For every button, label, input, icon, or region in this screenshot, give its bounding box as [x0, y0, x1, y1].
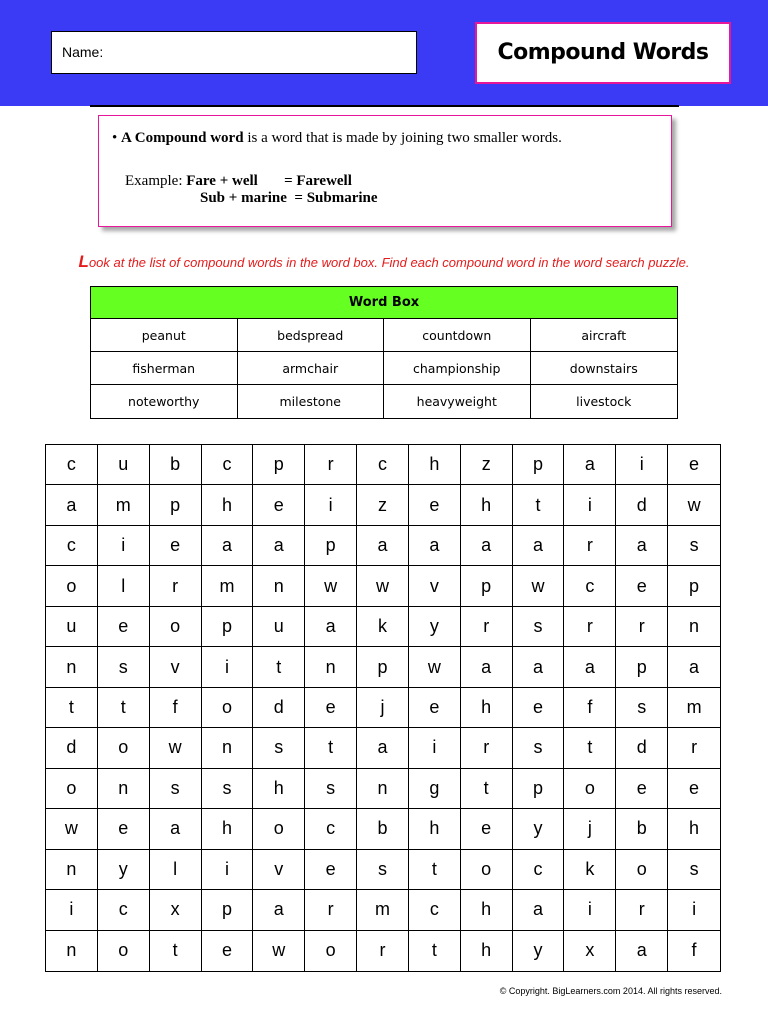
puzzle-cell[interactable]: m [357, 890, 409, 930]
puzzle-cell[interactable]: r [461, 728, 513, 768]
puzzle-cell[interactable]: p [513, 445, 565, 485]
puzzle-cell[interactable]: r [616, 607, 668, 647]
puzzle-cell[interactable]: p [305, 526, 357, 566]
puzzle-cell[interactable]: b [150, 445, 202, 485]
puzzle-cell[interactable]: v [409, 566, 461, 606]
puzzle-cell[interactable]: a [513, 526, 565, 566]
puzzle-cell[interactable]: l [98, 566, 150, 606]
example-2: Sub + marine = Submarine [200, 190, 378, 206]
puzzle-cell[interactable]: h [202, 485, 254, 525]
puzzle-cell[interactable]: a [513, 890, 565, 930]
puzzle-cell[interactable]: h [202, 809, 254, 849]
puzzle-cell[interactable]: c [46, 526, 98, 566]
puzzle-cell[interactable]: s [513, 607, 565, 647]
puzzle-cell[interactable]: h [461, 485, 513, 525]
puzzle-cell[interactable]: t [305, 728, 357, 768]
puzzle-cell[interactable]: p [616, 647, 668, 687]
puzzle-cell[interactable]: t [564, 728, 616, 768]
puzzle-cell[interactable]: h [668, 809, 720, 849]
puzzle-cell[interactable]: s [98, 647, 150, 687]
puzzle-cell[interactable]: i [46, 890, 98, 930]
word-box-item: milestone [238, 385, 385, 418]
puzzle-cell[interactable]: w [305, 566, 357, 606]
puzzle-cell[interactable]: h [461, 688, 513, 728]
word-box-grid [91, 319, 677, 418]
puzzle-cell[interactable]: h [461, 890, 513, 930]
puzzle-cell[interactable]: o [305, 931, 357, 971]
puzzle-cell[interactable]: u [98, 445, 150, 485]
puzzle-cell[interactable]: s [253, 728, 305, 768]
puzzle-cell[interactable]: j [357, 688, 409, 728]
puzzle-cell[interactable]: b [616, 809, 668, 849]
puzzle-cell[interactable]: c [98, 890, 150, 930]
puzzle-cell[interactable]: i [668, 890, 720, 930]
puzzle-cell[interactable]: s [668, 526, 720, 566]
puzzle-cell[interactable]: p [357, 647, 409, 687]
word-box-item: heavyweight [384, 385, 531, 418]
puzzle-cell[interactable]: p [513, 769, 565, 809]
instruction-text: ook at the list of compound words in the word box. Find each compound word in the word search puzzle. [88, 255, 690, 270]
puzzle-cell[interactable]: n [202, 728, 254, 768]
puzzle-cell[interactable]: s [150, 769, 202, 809]
puzzle-cell[interactable]: a [253, 526, 305, 566]
definition-text: is a word that is made by joining two smaller words. [243, 130, 562, 146]
puzzle-cell[interactable]: y [409, 607, 461, 647]
puzzle-cell[interactable]: o [150, 607, 202, 647]
puzzle-cell[interactable]: o [98, 931, 150, 971]
puzzle-cell[interactable]: n [253, 566, 305, 606]
puzzle-cell[interactable]: t [46, 688, 98, 728]
puzzle-cell[interactable]: w [409, 647, 461, 687]
puzzle-cell[interactable]: t [409, 931, 461, 971]
puzzle-cell[interactable]: r [564, 607, 616, 647]
puzzle-cell[interactable]: v [150, 647, 202, 687]
puzzle-cell[interactable]: z [461, 445, 513, 485]
word-box-item: peanut [91, 319, 238, 352]
example-1: Fare + well = Farewell [186, 173, 352, 189]
puzzle-cell[interactable]: c [305, 809, 357, 849]
puzzle-cell[interactable]: p [253, 445, 305, 485]
puzzle-cell[interactable]: e [461, 809, 513, 849]
puzzle-cell[interactable]: a [513, 647, 565, 687]
puzzle-cell[interactable]: t [253, 647, 305, 687]
puzzle-cell[interactable]: w [46, 809, 98, 849]
puzzle-cell[interactable]: c [409, 890, 461, 930]
puzzle-cell[interactable]: t [461, 769, 513, 809]
puzzle-cell[interactable]: o [616, 850, 668, 890]
puzzle-cell[interactable]: c [513, 850, 565, 890]
puzzle-cell[interactable]: e [305, 688, 357, 728]
puzzle-cell[interactable]: s [616, 688, 668, 728]
puzzle-cell[interactable]: e [513, 688, 565, 728]
puzzle-cell[interactable]: o [46, 769, 98, 809]
puzzle-cell[interactable]: s [202, 769, 254, 809]
puzzle-cell[interactable]: r [357, 931, 409, 971]
puzzle-cell[interactable]: t [513, 485, 565, 525]
puzzle-cell[interactable]: x [150, 890, 202, 930]
puzzle-cell[interactable]: w [150, 728, 202, 768]
puzzle-cell[interactable]: a [668, 647, 720, 687]
puzzle-cell[interactable]: w [513, 566, 565, 606]
puzzle-cell[interactable]: t [150, 931, 202, 971]
puzzle-cell[interactable]: e [409, 485, 461, 525]
puzzle-cell[interactable]: g [409, 769, 461, 809]
puzzle-cell[interactable]: z [357, 485, 409, 525]
puzzle-cell[interactable]: a [305, 607, 357, 647]
word-box [90, 286, 678, 419]
word-box-item: aircraft [531, 319, 678, 352]
puzzle-cell[interactable]: e [98, 809, 150, 849]
puzzle-cell[interactable]: f [150, 688, 202, 728]
puzzle-cell[interactable]: k [564, 850, 616, 890]
word-box-item: bedspread [238, 319, 385, 352]
puzzle-cell[interactable]: a [564, 445, 616, 485]
puzzle-cell[interactable]: r [150, 566, 202, 606]
puzzle-cell[interactable]: u [46, 607, 98, 647]
puzzle-cell[interactable]: m [668, 688, 720, 728]
puzzle-cell[interactable]: a [253, 890, 305, 930]
puzzle-cell[interactable]: w [253, 931, 305, 971]
puzzle-cell[interactable]: p [150, 485, 202, 525]
name-label: Name: [62, 44, 104, 60]
definition-box [98, 115, 672, 227]
puzzle-cell[interactable]: h [253, 769, 305, 809]
puzzle-cell[interactable]: f [564, 688, 616, 728]
puzzle-cell[interactable]: j [564, 809, 616, 849]
example-label: Example: [125, 173, 187, 189]
puzzle-cell[interactable]: o [253, 809, 305, 849]
puzzle-cell[interactable]: h [409, 809, 461, 849]
copyright: © Copyright. BigLearners.com 2014. All rights reserved. [499, 986, 722, 996]
word-box-item: noteworthy [91, 385, 238, 418]
puzzle-cell[interactable]: o [98, 728, 150, 768]
puzzle-cell[interactable]: x [564, 931, 616, 971]
puzzle-cell[interactable]: i [305, 485, 357, 525]
puzzle-cell[interactable]: e [202, 931, 254, 971]
puzzle-cell[interactable]: t [409, 850, 461, 890]
puzzle-cell[interactable]: e [98, 607, 150, 647]
puzzle-cell[interactable]: i [202, 850, 254, 890]
puzzle-cell[interactable]: r [668, 728, 720, 768]
puzzle-cell[interactable]: e [305, 850, 357, 890]
puzzle-cell[interactable]: p [202, 607, 254, 647]
puzzle-cell[interactable]: w [668, 485, 720, 525]
puzzle-cell[interactable]: n [305, 647, 357, 687]
puzzle-cell[interactable]: e [616, 566, 668, 606]
puzzle-cell[interactable]: a [409, 526, 461, 566]
puzzle-cell[interactable]: o [202, 688, 254, 728]
puzzle-cell[interactable]: i [564, 890, 616, 930]
name-field[interactable] [51, 31, 417, 74]
puzzle-cell[interactable]: y [98, 850, 150, 890]
word-box-item: championship [384, 352, 531, 385]
puzzle-cell[interactable]: m [98, 485, 150, 525]
puzzle-cell[interactable]: p [202, 890, 254, 930]
puzzle-cell[interactable]: n [357, 769, 409, 809]
puzzle-cell[interactable]: a [461, 526, 513, 566]
puzzle-cell[interactable]: p [461, 566, 513, 606]
puzzle-cell[interactable]: k [357, 607, 409, 647]
puzzle-cell[interactable]: r [461, 607, 513, 647]
puzzle-cell[interactable]: n [668, 607, 720, 647]
puzzle-cell[interactable]: e [150, 526, 202, 566]
puzzle-cell[interactable]: a [357, 526, 409, 566]
puzzle-cell[interactable]: c [202, 445, 254, 485]
puzzle-cell[interactable]: d [616, 728, 668, 768]
puzzle-cell[interactable]: i [409, 728, 461, 768]
puzzle-cell[interactable]: n [46, 850, 98, 890]
puzzle-cell[interactable]: o [564, 769, 616, 809]
puzzle-cell[interactable]: n [46, 931, 98, 971]
puzzle-cell[interactable]: n [98, 769, 150, 809]
word-box-item: fisherman [91, 352, 238, 385]
word-box-title: Word Box [91, 287, 677, 319]
puzzle-cell[interactable]: a [46, 485, 98, 525]
instruction [0, 252, 768, 272]
word-box-item: countdown [384, 319, 531, 352]
puzzle-cell[interactable]: u [253, 607, 305, 647]
divider [90, 105, 679, 107]
puzzle-cell[interactable]: a [616, 526, 668, 566]
puzzle-cell[interactable]: c [46, 445, 98, 485]
puzzle-cell[interactable]: y [513, 809, 565, 849]
puzzle-cell[interactable]: r [616, 890, 668, 930]
puzzle-cell[interactable]: n [46, 647, 98, 687]
puzzle-cell[interactable]: c [564, 566, 616, 606]
puzzle-cell[interactable]: r [305, 445, 357, 485]
puzzle-cell[interactable]: a [564, 647, 616, 687]
puzzle-cell[interactable]: h [409, 445, 461, 485]
word-box-item: downstairs [531, 352, 678, 385]
puzzle-cell[interactable]: e [409, 688, 461, 728]
puzzle-cell[interactable]: c [357, 445, 409, 485]
puzzle-cell[interactable]: d [253, 688, 305, 728]
puzzle-cell[interactable]: e [668, 445, 720, 485]
puzzle-cell[interactable]: b [357, 809, 409, 849]
word-box-item: livestock [576, 394, 632, 409]
example-row-1 [125, 173, 352, 190]
puzzle-cell[interactable]: v [253, 850, 305, 890]
puzzle-cell[interactable]: i [616, 445, 668, 485]
definition-term: A Compound word [121, 130, 244, 146]
puzzle-cell[interactable]: i [202, 647, 254, 687]
puzzle-cell[interactable]: d [46, 728, 98, 768]
puzzle-cell[interactable]: s [668, 850, 720, 890]
puzzle-cell[interactable]: d [616, 485, 668, 525]
puzzle-cell[interactable]: a [202, 526, 254, 566]
bullet: • [112, 130, 118, 146]
puzzle-cell[interactable]: o [46, 566, 98, 606]
puzzle-cell[interactable]: i [98, 526, 150, 566]
puzzle-cell[interactable]: p [668, 566, 720, 606]
puzzle-cell[interactable]: l [150, 850, 202, 890]
puzzle-cell[interactable]: o [461, 850, 513, 890]
puzzle-cell[interactable]: s [357, 850, 409, 890]
instruction-first-letter: L [78, 252, 89, 271]
puzzle-cell[interactable]: h [461, 931, 513, 971]
page-title: Compound Words [475, 22, 731, 84]
word-search-grid [45, 444, 721, 972]
puzzle-cell[interactable]: a [150, 809, 202, 849]
word-box-item: armchair [238, 352, 385, 385]
puzzle-cell[interactable]: e [668, 769, 720, 809]
puzzle-cell[interactable]: f [691, 940, 697, 961]
puzzle-cell[interactable]: s [305, 769, 357, 809]
puzzle-cell[interactable]: a [461, 647, 513, 687]
puzzle-cell[interactable]: a [616, 931, 668, 971]
puzzle-cell[interactable]: r [305, 890, 357, 930]
puzzle-cell[interactable]: y [513, 931, 565, 971]
example-row-2 [200, 190, 378, 207]
puzzle-cell[interactable]: e [616, 769, 668, 809]
puzzle-cell[interactable]: a [357, 728, 409, 768]
puzzle-cell[interactable]: r [564, 526, 616, 566]
puzzle-cell[interactable]: m [202, 566, 254, 606]
puzzle-cell[interactable]: i [564, 485, 616, 525]
puzzle-cell[interactable]: e [253, 485, 305, 525]
definition-line [112, 130, 562, 147]
puzzle-cell[interactable]: t [98, 688, 150, 728]
puzzle-cell[interactable]: s [513, 728, 565, 768]
puzzle-cell[interactable]: w [357, 566, 409, 606]
